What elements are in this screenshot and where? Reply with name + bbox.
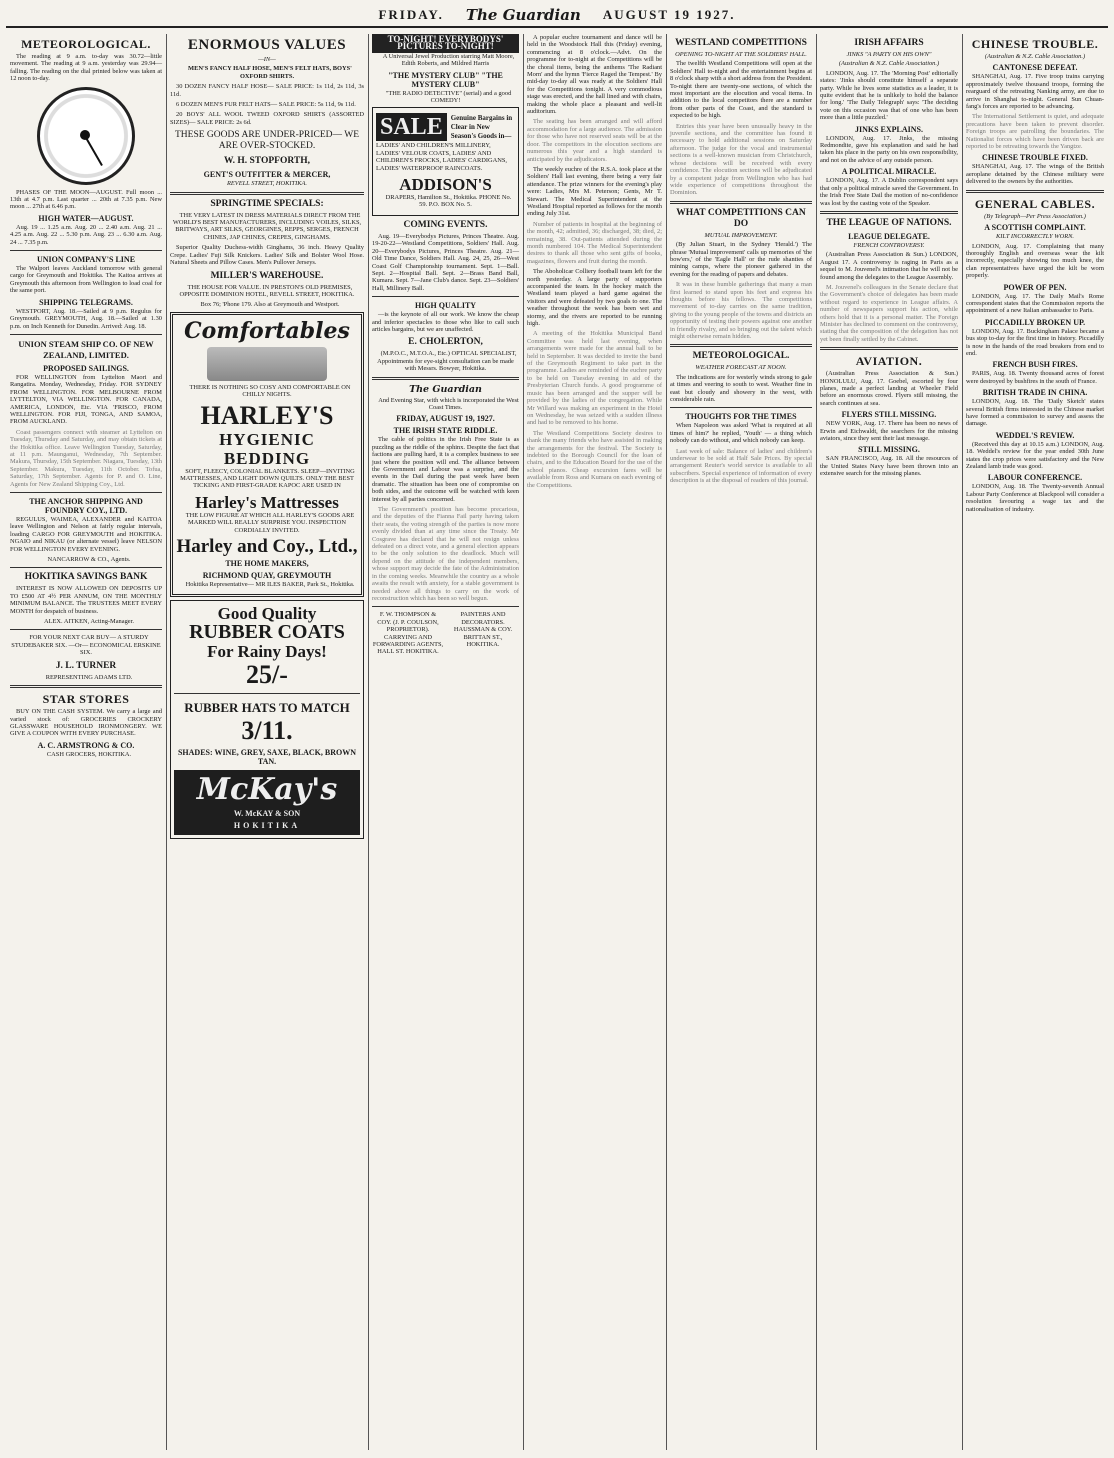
guardian-sub: And Evening Star, with which is incorporated the West Coast Times.: [378, 396, 519, 411]
british-trade-heading: BRITISH TRADE IN CHINA.: [982, 388, 1088, 398]
irish-affairs-text: LONDON, Aug. 17. The 'Morning Post' editorially states: 'Jinks should constitute himself a separate party. While he lives some statistics as a leader, it is quite evident that he is unlikely to hold the balance for long.' 'The Daily Telegraph' says: 'The deciding vote on this occasion was that of one who has been more than a little puzzled.': [820, 69, 958, 122]
thompson-ad: F. W. THOMPSON & COY. (J. P. COULSON, PROPRIETOR). CARRYING AND FORWARDING AGENTS, HALL ST. HOKITIKA.: [372, 611, 444, 656]
power-of-pen-heading: POWER OF PEN.: [1003, 282, 1067, 292]
meteorological-2-heading: METEOROLOGICAL.: [692, 351, 790, 362]
comfortables-heading: Comfortables: [184, 317, 350, 344]
sale-heading: SALE: [376, 113, 447, 141]
harley-representative: Hokitika Representative— MR ILES BAKER, Park St., Hokitika.: [185, 580, 355, 588]
spring-specials-list: Superior Quality Duchess-width Ginghams, 36 inch. Heavy Quality Crepe. Ladies' Fuji Silk Knickers. Ladies' Silk and Bolster Wool Hose. Natural Sheets and Pillow Cases. Men's Pullover Jerseys.: [170, 244, 364, 267]
still-missing-text: SAN FRANCISCO, Aug. 18. All the resources of the United States Navy have been thrown into an extensive search for the missing planes.: [820, 455, 958, 478]
masthead: [6, 4, 1108, 28]
jinks-explains-text: LONDON, Aug. 17. Jinks, the missing Redmondite, gave his explanation and said he had taken his place in the party on his own responsibility, and not on the advice of any outside person.: [820, 134, 958, 164]
league-filler: M. Jouvenel's colleagues in the Senate declare that the Government's choice of delegates has been made without regard to experience in League affairs. A number of newspapers support his action, while others hold that it is a personal matter. The Foreign Minister has declined to comment on the controversy, stating that the composition of the delegation has not yet been finally settled by the Cabinet.: [820, 283, 958, 343]
newspaper-page: [6, 4, 1108, 1454]
local-news-filler-3: A meeting of the Hokitika Municipal Band Committee was held last evening, when arrangements were made for the annual ball to be held in September. It was decided to invite the band of the Greymouth Regiment to take part in the programme. Ladies are reminded of the euchre party to be held on Tuesday evening in aid of the Presbyterian Church funds. A good programme of music has been arranged and the supper will be provided by the ladies of the congregation. While Mr Willard was making an experiment in the Hotel on Wednesday, he was seized with a sudden illness and had to be removed to his home.: [527, 330, 662, 427]
savings-bank-sign: ALEX. AITKEN, Acting-Manager.: [44, 618, 134, 626]
french-bush-fires-text: PARIS, Aug. 18. Twenty thousand acres of forest were destroyed by bushfires in the south of France.: [966, 370, 1104, 385]
meteorological-heading: METEOROLOGICAL.: [21, 37, 151, 51]
star-stores-heading: STAR STORES: [42, 692, 130, 707]
high-water-heading: HIGH WATER—AUGUST.: [38, 213, 134, 223]
enormous-values-line1: MEN'S FANCY HALF HOSE, MEN'S FELT HATS, BOYS' OXFORD SHIRTS.: [188, 65, 352, 80]
local-news-mid: The weekly euchre of the R.S.A. took place at the Soldiers' Hall last evening, there being a very fair attendance. The prize winners for the evening's play were: Ladies, Mrs M. Peterson; Gents, Mr T. Stewart. The Medical Superintendent at the Westland Hospital reported as follows for the month ending July 31st.: [527, 165, 662, 218]
harley-advertisement: [170, 312, 364, 598]
sale-right-text: Genuine Bargains in Clear in New Season's Goods in—: [450, 114, 513, 141]
anchor-text: REGULUS, WAIMEA, ALEXANDER and KAITOA leave Wellington and Nelson at fairly regular intervals, loading CARGO FOR GREYMOUTH and HOKITIKA. NGAIO and NIKAU (or alternate vessel) leave NELSON FOR WELLINGTON EVERY EVENING.: [10, 516, 162, 553]
meteorological-text: The reading at 9 a.m. to-day was 30.72—little movement. The reading at 9 a.m. yesterday was 29.94—falling. The reading on the dial printed below was taken at 12 noon to-day.: [10, 53, 162, 83]
british-trade-text: LONDON, Aug. 18. The 'Daily Sketch' states several British firms interested in the Chinese market have formed a commission to survey and assess the damage.: [966, 398, 1104, 428]
jinks-explains-heading: JINKS EXPLAINS.: [854, 124, 923, 134]
barometer-hub: [80, 130, 90, 140]
chinese-trouble-agency: (Australian & N.Z. Cable Association.): [984, 53, 1086, 60]
local-news-filler-4: The Westland Competitions Society desires to thank the many friends who have assisted in making the arrangements for the festival. The Society is indebted to the Borough Council for the loan of chairs, and to the Education Board for the use of the school pianos. Cheap excursion fares will be available from Ross and Kumara on each evening of the Competitions.: [527, 429, 662, 489]
harley-co-heading: Harley and Coy., Ltd.,: [176, 535, 358, 557]
cantonese-defeat-heading: CANTONESE DEFEAT.: [992, 63, 1078, 73]
local-news-bottom: The Aboholicar Colliery football team left for the north yesterday. A large party of supporters accompanied the team. In the hockey match the Westland team played a hard game against the visitors and were defeated by two goals to one. The weather throughout the week has been wet and stormy, and the rivers are reported to be running high.: [527, 268, 662, 328]
local-news-filler-2: Number of patients in hospital at the beginning of the month, 42; admitted, 36; discharged, 38; died, 2; remaining, 38. Out-patients attended during the month numbered 104. The Medical Superintendent desires to thank all those who sent gifts of books, magazines, flowers and fruit during the month.: [527, 220, 662, 265]
rubber-coats-line1: Good Quality: [217, 604, 317, 624]
savings-bank-text: INTEREST IS NOW ALLOWED ON DEPOSITS UP TO £500 AT 4½ PER ANNUM, ON THE MONTHLY MINIMUM BALANCE. The TRUSTEES MEET EVERY MONTH for despatch of business.: [10, 585, 162, 615]
masthead-date: AUGUST 19 1927.: [602, 7, 736, 22]
flyers-missing-text: NEW YORK, Aug. 17. There has been no news of Erwin and Eichwaldt, the searchers for the missing aviators, since they sent their last message.: [820, 420, 958, 443]
local-news-filler-1: The seating has been arranged and will afford accommodation for a large audience. The admission for those who have not reserved seats will be at the door. The competitors in the elocution sections are numerous this year and a high standard is anticipated by the adjudicators.: [527, 118, 662, 163]
column-6: [816, 34, 962, 1454]
star-stores-sub: CASH GROCERS, HOKITIKA.: [46, 750, 132, 758]
richmond-quay-text: RICHMOND QUAY, GREYMOUTH: [202, 570, 332, 580]
harleys-mattresses-heading: Harley's Mattresses: [195, 492, 339, 512]
stopforth-name: W. H. STOPFORTH,: [224, 156, 310, 167]
power-of-pen-text: LONDON, Aug. 17. The Daily Mail's Rome correspondent states that the Commission reports the appointment of a new Italian ambassador to Paris.: [966, 292, 1104, 315]
home-makers-text: THE HOME MAKERS,: [225, 558, 309, 568]
labour-conference-text: LONDON, Aug. 18. The Twenty-seventh Annual Labour Party Conference at Blackpool will consider a resolution favouring a wage tax and the nationalisation of industry.: [966, 483, 1104, 513]
league-heading: THE LEAGUE OF NATIONS.: [826, 217, 952, 228]
thoughts-filler: Last week of sale: Balance of ladies' and children's underwear to be sold at Half Sale Prices. By special arrangement Reuter's world service is available to all subscribers. Special experience of information of every description is at the disposal of readers of this journal.: [670, 447, 812, 485]
column-4: [523, 34, 666, 1454]
barometer-dial: [37, 87, 135, 185]
league-sub2: FRENCH CONTROVERSY.: [853, 241, 925, 249]
union-line-text: The Walpori leaves Auckland tomorrow with general cargo for Greymouth and Hokitika. The Kaitoa arrives at Greymouth this afternoon from Wellington to load coal for the same port.: [10, 265, 162, 295]
league-sub: LEAGUE DELEGATE.: [848, 231, 930, 241]
china-filler: The International Settlement is quiet, and adequate precautions have been taken to prevent disorder. Foreign troops are patrolling the boundaries. The Nationalist forces which have been driven back are reported to be retreating towards the Yangtze.: [966, 113, 1104, 151]
bedding-text2: THE LOW FIGURE AT WHICH ALL HARLEY'S GOODS ARE MARKED WILL REALLY SURPRISE YOU. INSPECTION CORDIALLY INVITED.: [185, 511, 355, 534]
high-quality-heading: HIGH QUALITY: [414, 301, 477, 311]
column-1: [6, 34, 166, 1454]
guardian-heading: The Guardian: [409, 383, 482, 395]
cantonese-defeat-text: SHANGHAI, Aug. 17. Five troop trains carrying approximately twelve thousand troops, forming the rearguard of the retreating Nanking army, are due to arrive in Shanghai to-night. General Sun Chuan-fang's forces are reported to be advancing.: [966, 73, 1104, 111]
shipping-text: WESTPORT, Aug. 18.—Sailed at 9 p.m. Regulus for Greymouth. GREYMOUTH, Aug. 18.—Sailed at 1.30 p.m. on Inch Kenneth for Dunedin. Arrived: Aug. 18.: [10, 307, 162, 330]
what-competitions-text: (By Julian Stuart, in the Sydney 'Herald.') The phrase 'Mutual improvement' calls up memories of 'the bow'ers,' of the 'Eagle Hall' or the rude shanties of mining camps, where the pioneer gathered in the evening for the reading of papers and debates.: [670, 241, 812, 278]
still-missing-heading: STILL MISSING.: [858, 445, 920, 455]
harleys-heading: HARLEY'S: [200, 400, 334, 430]
sale-list: LADIES' AND CHILDREN'S MILLINERY, LADIES' VELOUR COATS, LADIES' AND CHILDREN'S FROCKS, LADIES' CARDIGANS, LADIES' WATERPROOF RAINCOATS.: [376, 142, 508, 172]
spring-specials-text: THE VERY LATEST IN DRESS MATERIALS DIRECT FROM THE WORLD'S BEST MANUFACTURERS, INCLUDING VOILES, SILKS, BRITWAYS, ART SILKS, GEORGINES, REPPS, SERGES, FRENCH CHINES, JAP CHINES, CREPES, GINGHAMS.: [172, 211, 362, 241]
under-priced-text: THESE GOODS ARE UNDER-PRICED— WE ARE OVER-STOCKED.: [174, 130, 360, 152]
moon-phases: PHASES OF THE MOON—AUGUST. Full moon ... 13th at 4.7 p.m. Last quarter ... 20th at 7.35 p.m. New moon ... 27th at 6.46 p.m.: [10, 188, 162, 211]
enormous-values-line2: 30 DOZEN FANCY HALF HOSE— SALE PRICE: 1s 11d, 2s 11d, 3s 11d.: [170, 83, 364, 98]
rubber-hats-heading: RUBBER HATS TO MATCH: [184, 700, 350, 716]
hygienic-bedding-heading: HYGIENIC BEDDING: [219, 429, 315, 468]
pictures-banner: TO-NIGHT! EVERYBODYS' PICTURES TO-NIGHT!: [372, 34, 519, 53]
coming-events-heading: COMING EVENTS.: [403, 219, 488, 230]
car-ad-rep: REPRESENTING ADAMS LTD.: [45, 673, 133, 681]
aviation-heading: AVIATION.: [855, 354, 923, 369]
radio-detective: "THE RADIO DETECTIVE" (serial) and a good COMEDY!: [385, 89, 512, 105]
column-2: [166, 34, 368, 1454]
political-miracle-heading: A POLITICAL MIRACLE.: [841, 167, 937, 177]
addisons-advertisement: [372, 107, 519, 215]
weddels-review-heading: WEDDEL'S REVIEW.: [995, 430, 1075, 440]
masthead-paper-title: The Guardian: [465, 6, 581, 24]
millers-heading: MILLER'S WAREHOUSE.: [210, 270, 324, 281]
mckay-advertisement: [170, 600, 364, 839]
column-7: [962, 34, 1108, 1454]
irish-riddle-heading: THE IRISH STATE RIDDLE.: [393, 426, 498, 436]
high-water-text: Aug. 19 ... 1.25 a.m. Aug. 20 ... 2.40 a.m. Aug. 21 ... 4.25 a.m. Aug. 22 ... 5.30 p.m. Aug. 23 ... 6.30 a.m. Aug. 24 ... 7.35 p.m.: [10, 223, 162, 246]
shades-text: SHADES: WINE, GREY, SAXE, BLACK, BROWN TAN.: [177, 748, 357, 767]
haussman-ad: PAINTERS AND DECORATORS. HAUSSMAN & COY. BRITTAN ST., HOKITIKA.: [453, 611, 513, 648]
mystery-club-heading: "THE MYSTERY CLUB" "THE MYSTERY CLUB": [388, 70, 503, 89]
column-3: [368, 34, 523, 1454]
proposed-sailings-heading: PROPOSED SAILINGS.: [43, 363, 129, 373]
aviation-text: (Australian Press Association & Sun.) HONOLULU, Aug. 17. Goebel, escorted by four planes, made a perfect landing at Wheeler Field before an enormous crowd. Flyers still missing, the search continues at sea.: [820, 370, 958, 407]
millers-sub: THE HOUSE FOR VALUE. IN PRESTON'S OLD PREMISES, OPPOSITE DOMINION HOTEL, REVELL STREET, HOKITIKA.: [179, 283, 355, 298]
irish-affairs-heading: IRISH AFFAIRS: [854, 38, 924, 48]
labour-conference-heading: LABOUR CONFERENCE.: [987, 473, 1083, 483]
savings-bank-heading: HOKITIKA SAVINGS BANK: [24, 572, 148, 583]
westland-competitions-heading: WESTLAND COMPETITIONS: [675, 38, 807, 48]
scottish-complaint-heading: A SCOTTISH COMPLAINT.: [984, 223, 1086, 233]
what-competitions-sub: MUTUAL IMPROVEMENT.: [704, 231, 778, 239]
union-line-heading: UNION COMPANY'S LINE: [36, 255, 136, 265]
what-competitions-heading: WHAT COMPETITIONS CAN DO: [676, 207, 806, 229]
car-ad-text: FOR YOUR NEXT CAR BUY— A STURDY STUDEBAKER SIX. —Or— ECONOMICAL ERSKINE SIX.: [11, 634, 161, 657]
barometer-needle: [84, 135, 103, 165]
enormous-values-line4: 20 BOYS' ALL WOOL TWEED OXFORD SHIRTS (ASSORTED SIZES)— SALE PRICE: 2s 6d.: [170, 111, 364, 126]
enormous-values-line3: 6 DOZEN MEN'S FUR FELT HATS— SALE PRICE: 5s 11d, 9s 11d.: [176, 101, 356, 109]
editorial-text: The cable of politics in the Irish Free State is as puzzling as the riddle of the sphinx. Despite the fact that factions are pulling hard, it is a complex business to see just where the position will end. The alliance between the Government and Labour was a surprise, and the events in the Dail during the past week have been dramatic. The situation has been one of compromise on both sides, and the outcome will be watched with keen interest by all parties concerned.: [372, 436, 519, 503]
weddels-review-text: (Received this day at 10.15 a.m.) LONDON, Aug. 18. Weddel's review for the year ended 30th June states the crop prices were satisfactory and the New Zealand lamb trade was good.: [966, 440, 1104, 471]
mckay-logo: [174, 770, 360, 835]
weather-forecast-text: The indications are for westerly winds strong to gale at times and veering to south to west. Weather fine in east but cloudy and showery in the west, with considerable rain.: [670, 373, 812, 404]
political-miracle-text: LONDON, Aug. 17. A Dublin correspondent says that only a political miracle saved the Government. In the Irish Free State Dail the motion of no-confidence was lost by the casting vote of the Speaker.: [820, 177, 958, 207]
westland-competitions-text: The twelfth Westland Competitions will open at the Soldiers' Hall to-night and the entertainment begins at 8 o'clock sharp with a short address from the President. To-night there are twenty-one sections, of which the most important are the elocution and vocal items. In addition to the local competitors there are a number from other parts of the Coast, and the standard is expected to be high.: [670, 60, 812, 120]
thoughts-heading: THOUGHTS FOR THE TIMES: [685, 412, 797, 422]
enormous-values-in: —IN—: [258, 56, 276, 63]
weather-forecast-sub: WEATHER FORECAST AT NOON.: [695, 364, 787, 372]
stopforth-address: REVELL STREET, HOKITIKA.: [226, 180, 307, 188]
league-text: (Australian Press Association & Sun.) LONDON, August 17. A controversy is raging in Paris as a sequel to M. Jouvenel's intimation that he will not be found among the delegates to the League Assembly.: [820, 251, 958, 281]
piccadilly-heading: PICCADILLY BROKEN UP.: [984, 317, 1086, 327]
guardian-date: FRIDAY, AUGUST 19, 1927.: [396, 414, 495, 424]
french-bush-fires-heading: FRENCH BUSH FIRES.: [992, 360, 1078, 370]
rubber-hats-price: 3/11.: [241, 716, 293, 746]
high-quality-text: —is the keynote of all our work. We know the cheap and inferior spectacles to those who like to call such articles bargains, but we are unaffected.: [372, 311, 519, 333]
westland-competitions-sub: OPENING TO-NIGHT AT THE SOLDIERS' HALL.: [675, 51, 807, 58]
stopforth-sub: GENT'S OUTFITTER & MERCER,: [203, 170, 331, 180]
competitions-filler-1: Entries this year have been unusually heavy in the juvenile sections, and the committee has found it necessary to hold additional sessions on Saturday afternoon. The judge for the vocal and instrumental sections is a well-known musician from Christchurch, whose decisions will be received with every confidence. The elocution sections will be adjudicated by a competent judge from Wellington who has had wide experience of competitions throughout the Dominion.: [670, 122, 812, 197]
union-steam-ship-heading: UNION STEAM SHIP CO. OF NEW ZEALAND, LIMITED.: [18, 338, 154, 360]
rubber-coats-line3: For Rainy Days!: [207, 642, 327, 662]
piccadilly-text: LONDON, Aug. 17. Buckingham Palace became a bus stop to-day for the first time in history. Piccadilly is now in the hands of the road breakers from end to end.: [966, 327, 1104, 357]
irish-affairs-sub: JINKS "A PARTY ON HIS OWN": [846, 51, 932, 58]
mckay-logo-sub: W. McKAY & SON: [233, 809, 301, 819]
local-news-top: A popular euchre tournament and dance will be held in the Woodstock Hall this (Friday) evening, commencing at 8 o'clock.—Advt. On the programme for to-night at the Competitions will be the choral items, being the anthems 'The Radiant Morn' and the hymn 'Fierce Raged the Tempest.' By mid-day to-day all was ready at the Soldiers' Hall for the Competitions tonight. A very commodious stage was erected, and the hall lined and with chairs, making the whole place a pleasant and well-lit auditorium.: [527, 34, 662, 116]
editorial-continued: The Government's position has become precarious, and the deputies of the Fianna Fail party having taken their seats, the voting strength of the parties is now more evenly divided than at any time since the Treaty. Mr Cosgrave has declared that he will not resign unless defeated on a direct vote, and a general election appears to be the only solution to the deadlock. Much will depend on the attitude of the independent members, whose support may decide the fate of the Administration in the coming weeks. Meanwhile the country as a whole awaits the result with anxiety, for a stable government is needed above all things to carry on the work of reconstruction which has been so well begun.: [372, 506, 519, 602]
thoughts-text: When Napoleon was asked 'What is required at all times of him?' he replied, 'Youth' — a thing which nobody can do without, and which nobody can keep.: [670, 422, 812, 445]
general-cables-heading: GENERAL CABLES.: [974, 196, 1096, 211]
optician-sub: (M.P.O.C., M.T.O.A., Etc.) OPTICAL SPECIALIST, Appointments for eye-sight consultation can be made with Messrs. Bowyer, Hokitika.: [377, 350, 517, 373]
millers-foot: Box 76; 'Phone 179. Also at Greymouth and Westport.: [200, 301, 340, 309]
scottish-complaint-sub: KILT INCORRECTLY WORN.: [996, 233, 1074, 241]
rubber-coats-price: 25/-: [246, 660, 288, 690]
anchor-agents: NANCARROW & CO., Agents.: [47, 556, 131, 564]
chinese-trouble-fixed-heading: CHINESE TROUBLE FIXED.: [982, 153, 1088, 163]
spring-specials-heading: SPRINGTIME SPECIALS:: [210, 198, 324, 209]
chinese-trouble-heading: CHINESE TROUBLE.: [971, 37, 1099, 51]
irish-affairs-agency: (Australian & N.Z. Cable Association.): [838, 60, 940, 68]
star-stores-sign: A. C. ARMSTRONG & CO.: [37, 740, 135, 750]
flyers-missing-heading: FLYERS STILL MISSING.: [841, 410, 937, 420]
anchor-shipping-heading: THE ANCHOR SHIPPING AND FOUNDRY COY., LTD.: [29, 497, 143, 515]
shipping-heading: SHIPPING TELEGRAMS.: [39, 297, 133, 307]
star-stores-text: BUY ON THE CASH SYSTEM. We carry a large and varied stock of: GROCERIES CROCKERY GLASSWARE HOUSEHOLD IRONMONGERY. WE GIVE A COUPON WITH EVERY PURCHASE.: [10, 708, 162, 738]
scottish-complaint-text: LONDON, Aug. 17. Complaining that many thoroughly English and overseas wear the kilt incorrectly, especially showing too much knee, the clan representatives have urged the kilt be worn properly.: [966, 242, 1104, 280]
column-5: [666, 34, 816, 1454]
general-cables-agency: (By Telegraph—Per Press Association.): [984, 212, 1086, 220]
addisons-heading: ADDISON'S: [399, 175, 492, 195]
sailings-details: Coast passengers connect with steamer at Lyttelton on Tuesday, Thursday and Saturday, and may obtain tickets at the Hokitika office. Leave Wellington Tuesday, Saturday, at 11 p.m. Maunganui, Wednesday, 7th September. Makura, Thursday, 15th September. Niagara, Tuesday, 13th September. Makura, Tuesday, 11th October. Tofua, Saturday, 17th September. Agents for P. and O. Line, Agents for New Zealand Shipping Coy., Ltd.: [10, 428, 162, 488]
enormous-values-heading: ENORMOUS VALUES: [187, 37, 347, 53]
rubber-coats-line2: RUBBER COATS: [189, 621, 345, 644]
masthead-day: FRIDAY.: [378, 7, 444, 22]
mckay-logo-text: McKay's: [196, 772, 338, 808]
mckay-logo-town: HOKITIKA: [233, 821, 301, 831]
comfortables-sub: THERE IS NOTHING SO COSY AND COMFORTABLE ON CHILLY NIGHTS.: [189, 383, 351, 399]
chinese-trouble-fixed-text: SHANGHAI, Aug. 17. The wings of the British aeroplane detained by the Chinese military were delivered to the owners by the authorities.: [966, 163, 1104, 186]
addisons-sub: DRAPERS, Hamilton St., Hokitika. PHONE No. 59. P.O. BOX No. 5.: [385, 194, 512, 209]
bed-illustration: [207, 347, 327, 381]
bedding-text: SOFT, FLEECY, COLONIAL BLANKETS. SLEEP—INVITING MATTRESSES, AND LIGHT DOWN QUILTS. ONLY THE BEST TICKING AND FIRST-GRADE KAPOC ARE USED IN: [180, 467, 355, 490]
sailings-text: FOR WELLINGTON from Lyttelton Maori and Rangatira. Monday, Wednesday, Friday. FOR SYDNEY FROM WELLINGTON. FOR MELBOURNE FROM LYTTELTON, VIA WELLINGTON. FOR CANADA, AMERICA, LONDON, Etc. VIA 'FRISCO, FROM WELLINGTON. FOR FIJI, TONGA, AND SAMOA, FROM AUCKLAND.: [10, 373, 162, 426]
optician-name: E. CHOLERTON,: [408, 337, 483, 348]
pictures-jewel: A Universal Jewel Production starring Matt Moore, Edith Roberts, and Mildred Harris: [382, 52, 515, 68]
competitions-filler-2: It was in these humble gatherings that many a man first learned to stand upon his feet and express his thoughts before his fellows. The competitions movement of to-day carries on the same tradition, giving to the young people of the towns and districts an opportunity of testing their powers against one another in friendly rivalry, and so bringing out the talent which might otherwise remain hidden.: [670, 281, 812, 340]
coming-events-text: Aug. 19—Everybodys Pictures, Princes Theatre. Aug. 19-20-22—Westland Competitions, Soldiers' Hall. Aug. 20—Everybodys Pictures, Princes Theatre. Aug. 21—Old Time Dance, Soldiers Hall. Aug. 24, 25, 26—West Coast Golf Championship tournament. Sept. 1—Ball. Sept. 2—Hospital Ball. Sept. 2—Brass Band Ball, Kumara. Sept. 7—Jane Club's dance. Sept. 23—Soldiers' Hall, Millinery Ball.: [372, 232, 519, 292]
car-ad-sign: J. L. TURNER: [55, 660, 117, 671]
